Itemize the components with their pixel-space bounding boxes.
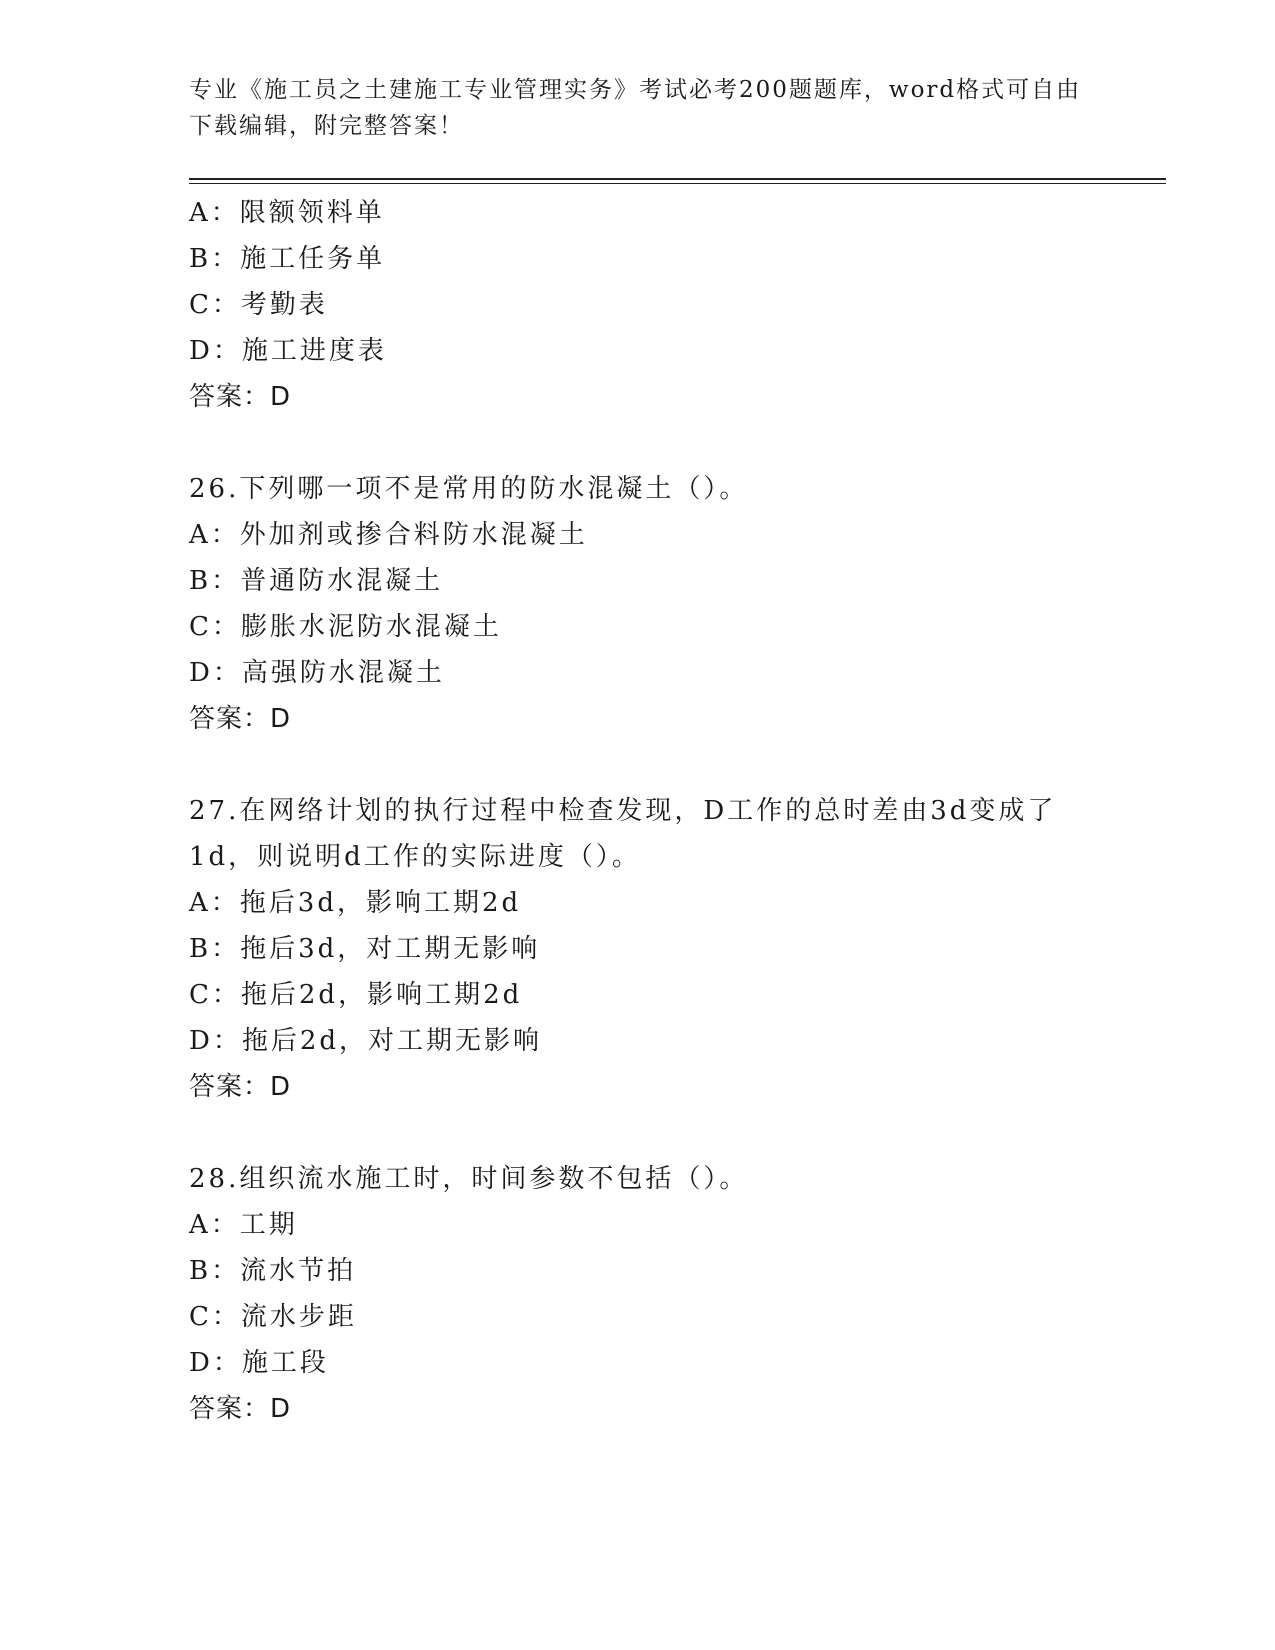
- question-28-block: [189, 1156, 1149, 1432]
- answer-line: 答案：D: [189, 704, 292, 734]
- header-line-2: 下载编辑，附完整答案！: [189, 113, 464, 139]
- spacer: [189, 1110, 1149, 1156]
- option-a: A：工期: [189, 1210, 298, 1240]
- question-stem: 28.组织流水施工时，时间参数不包括（）。: [189, 1164, 749, 1194]
- option-c: C：考勤表: [189, 290, 328, 320]
- answer-line: 答案：D: [189, 1072, 292, 1102]
- answer-line: 答案：D: [189, 1394, 292, 1424]
- question-stem-line-2: 1d，则说明d工作的实际进度（）。: [189, 842, 641, 872]
- spacer: [189, 742, 1149, 788]
- document-header: [189, 72, 1089, 144]
- answer-line: 答案：D: [189, 382, 292, 412]
- question-27-block: [189, 788, 1149, 1110]
- header-divider-thin: [189, 183, 1166, 184]
- header-line-1: 专业《施工员之土建施工专业管理实务》考试必考200题题库，word格式可自由: [189, 77, 1082, 103]
- question-26-block: [189, 466, 1149, 742]
- option-d: D：高强防水混凝土: [189, 658, 445, 688]
- option-d: D：施工进度表: [189, 336, 387, 366]
- option-b: B：施工任务单: [189, 244, 386, 274]
- option-c: C：拖后2d，影响工期2d: [189, 980, 523, 1010]
- question-25-block: [189, 190, 1149, 420]
- question-list: [189, 190, 1149, 1432]
- question-stem-line-1: 27.在网络计划的执行过程中检查发现，D工作的总时差由3d变成了: [189, 796, 1057, 826]
- option-a: A：外加剂或掺合料防水混凝土: [189, 520, 588, 550]
- option-a: A：拖后3d，影响工期2d: [189, 888, 522, 918]
- header-divider-thick: [189, 178, 1166, 180]
- option-c: C：流水步距: [189, 1302, 357, 1332]
- option-d: D：拖后2d，对工期无影响: [189, 1026, 543, 1056]
- option-b: B：流水节拍: [189, 1256, 357, 1286]
- option-b: B：普通防水混凝土: [189, 566, 444, 596]
- option-b: B：拖后3d，对工期无影响: [189, 934, 541, 964]
- question-stem: 26.下列哪一项不是常用的防水混凝土（）。: [189, 474, 749, 504]
- option-c: C：膨胀水泥防水混凝土: [189, 612, 502, 642]
- option-a: A：限额领料单: [189, 198, 385, 228]
- spacer: [189, 420, 1149, 466]
- option-d: D：施工段: [189, 1348, 329, 1378]
